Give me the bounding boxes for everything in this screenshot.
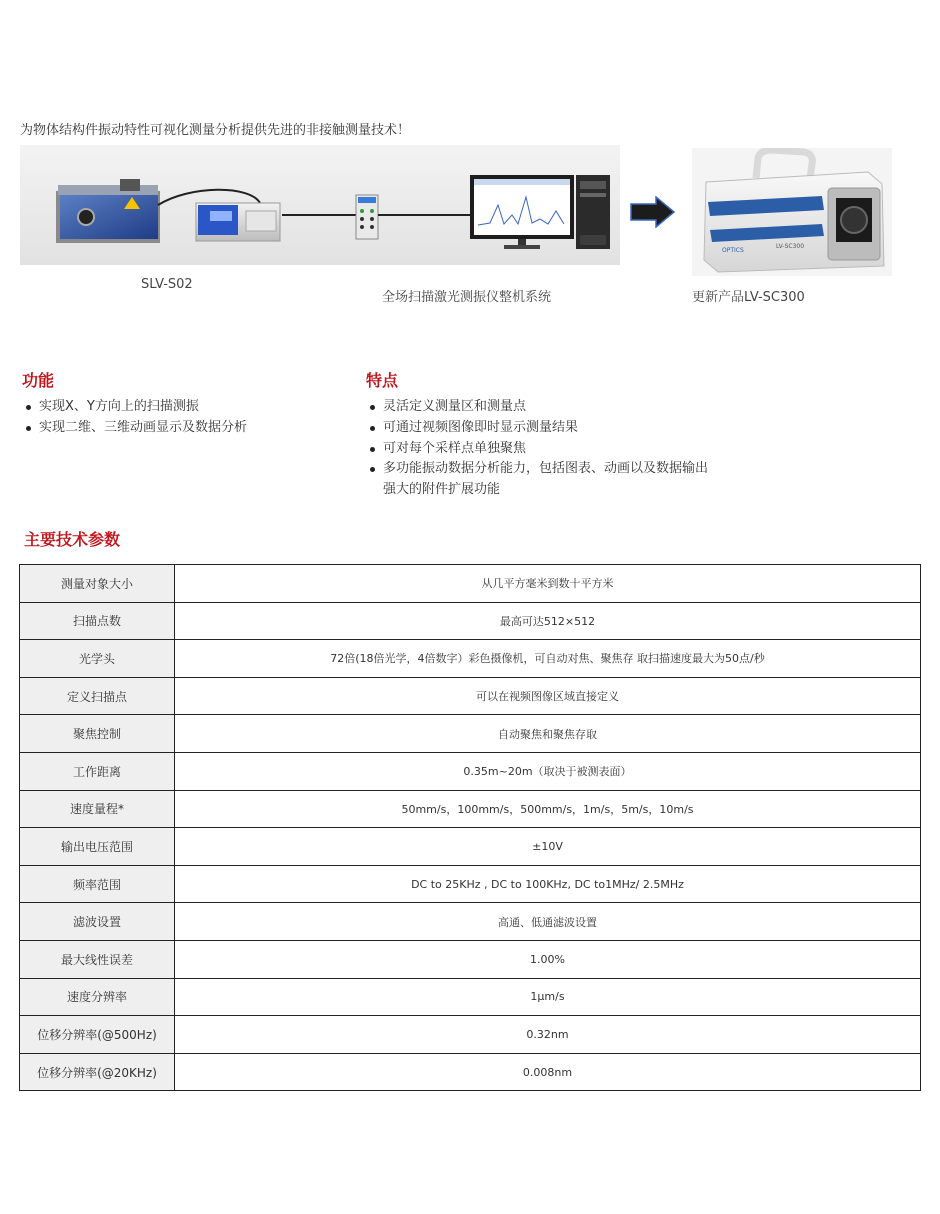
spec-label: 频率范围 <box>20 865 175 903</box>
spec-value: ±10V <box>175 828 921 866</box>
list-item-text: 可通过视频图像即时显示测量结果 <box>383 419 579 435</box>
spec-value: 72倍(18倍光学，4倍数字）彩色摄像机，可自动对焦、聚焦存 取扫描速度最大为50点/秒 <box>175 640 921 678</box>
table-row <box>20 640 921 678</box>
bullet-dot <box>26 426 31 431</box>
spec-value: 自动聚焦和聚焦存取 <box>175 715 921 753</box>
spec-label: 速度量程* <box>20 790 175 828</box>
spec-label: 光学头 <box>20 640 175 678</box>
spec-label: 定义扫描点 <box>20 677 175 715</box>
features-list <box>23 397 247 439</box>
spec-label: 位移分辨率(@500Hz) <box>20 1016 175 1054</box>
table-row <box>20 940 921 978</box>
spec-value: DC to 25KHz , DC to 100KHz, DC to1MHz/ 2.5MHz <box>175 865 921 903</box>
table-row <box>20 602 921 640</box>
spec-label: 滤波设置 <box>20 903 175 941</box>
specs-table <box>19 564 921 1091</box>
bullet-dot <box>26 405 31 410</box>
list-item-text: 灵活定义测量区和测量点 <box>383 399 527 414</box>
list-item-text: 多功能振动数据分析能力，包括图表、动画以及数据输出 <box>383 461 709 477</box>
controller-unit <box>196 203 280 241</box>
table-row <box>20 1016 921 1054</box>
table-row <box>20 565 921 603</box>
spec-label: 测量对象大小 <box>20 565 175 603</box>
system-caption: 全场扫描激光测振仪整机系统 <box>382 290 552 305</box>
spec-label: 位移分辨率(@20KHz) <box>20 1053 175 1091</box>
list-item <box>367 439 708 460</box>
spec-label: 最大线性误差 <box>20 940 175 978</box>
highlights-list <box>367 397 708 501</box>
list-item-text: 实现X、Y方向上的扫描测振 <box>39 399 199 414</box>
features-title: 功能 <box>22 371 55 390</box>
spec-value: 50mm/s，100mm/s，500mm/s，1m/s，5m/s，10m/s <box>175 790 921 828</box>
highlights-title: 特点 <box>366 371 399 390</box>
spec-label: 工作距离 <box>20 752 175 790</box>
spec-value: 1.00% <box>175 940 921 978</box>
arrow-right-icon <box>630 196 676 228</box>
list-item <box>23 397 247 418</box>
table-row <box>20 978 921 1016</box>
table-row <box>20 903 921 941</box>
specs-title: 主要技术参数 <box>24 530 121 549</box>
bullet-dot <box>370 426 375 431</box>
computer-tower <box>576 175 610 249</box>
table-row <box>20 790 921 828</box>
table-row <box>20 715 921 753</box>
daq-module <box>356 195 378 239</box>
bullet-dot <box>370 447 375 452</box>
spec-value: 1μm/s <box>175 978 921 1016</box>
camera-model-text: LV-SC300 <box>776 243 805 250</box>
spec-value: 0.008nm <box>175 1053 921 1091</box>
computer-monitor <box>470 175 574 249</box>
slv-system-figure <box>20 145 620 265</box>
list-item <box>367 397 708 418</box>
spec-label: 聚焦控制 <box>20 715 175 753</box>
slv-caption: SLV-S02 <box>141 277 193 292</box>
camera-brand-text: OPTICS <box>722 247 744 254</box>
spec-label: 速度分辨率 <box>20 978 175 1016</box>
table-row <box>20 1053 921 1091</box>
spec-label: 扫描点数 <box>20 602 175 640</box>
table-row <box>20 752 921 790</box>
table-row <box>20 828 921 866</box>
bullet-dot <box>370 467 375 472</box>
laser-head-device <box>56 179 160 243</box>
list-item <box>23 418 247 439</box>
spec-value: 最高可达512×512 <box>175 602 921 640</box>
lv-sc300-product-image <box>692 148 892 276</box>
intro-text: 为物体结构件振动特性可视化测量分析提供先进的非接触测量技术！ <box>20 123 411 138</box>
list-item <box>367 459 708 480</box>
list-item-text: 强大的附件扩展功能 <box>383 482 501 498</box>
spec-value: 从几平方毫米到数十平方米 <box>175 565 921 603</box>
spec-label: 输出电压范围 <box>20 828 175 866</box>
spec-value: 0.32nm <box>175 1016 921 1054</box>
list-item <box>367 418 708 439</box>
table-row <box>20 865 921 903</box>
spec-value: 高通、低通滤波设置 <box>175 903 921 941</box>
spec-value: 可以在视频图像区域直接定义 <box>175 677 921 715</box>
list-item-text: 实现二维、三维动画显示及数据分析 <box>39 419 248 435</box>
new-product-caption: 更新产品LV-SC300 <box>692 290 805 305</box>
table-row <box>20 677 921 715</box>
list-item-continuation <box>367 480 708 501</box>
list-item-text: 可对每个采样点单独聚焦 <box>383 440 527 456</box>
spec-value: 0.35m~20m（取决于被测表面） <box>175 752 921 790</box>
bullet-dot <box>370 405 375 410</box>
